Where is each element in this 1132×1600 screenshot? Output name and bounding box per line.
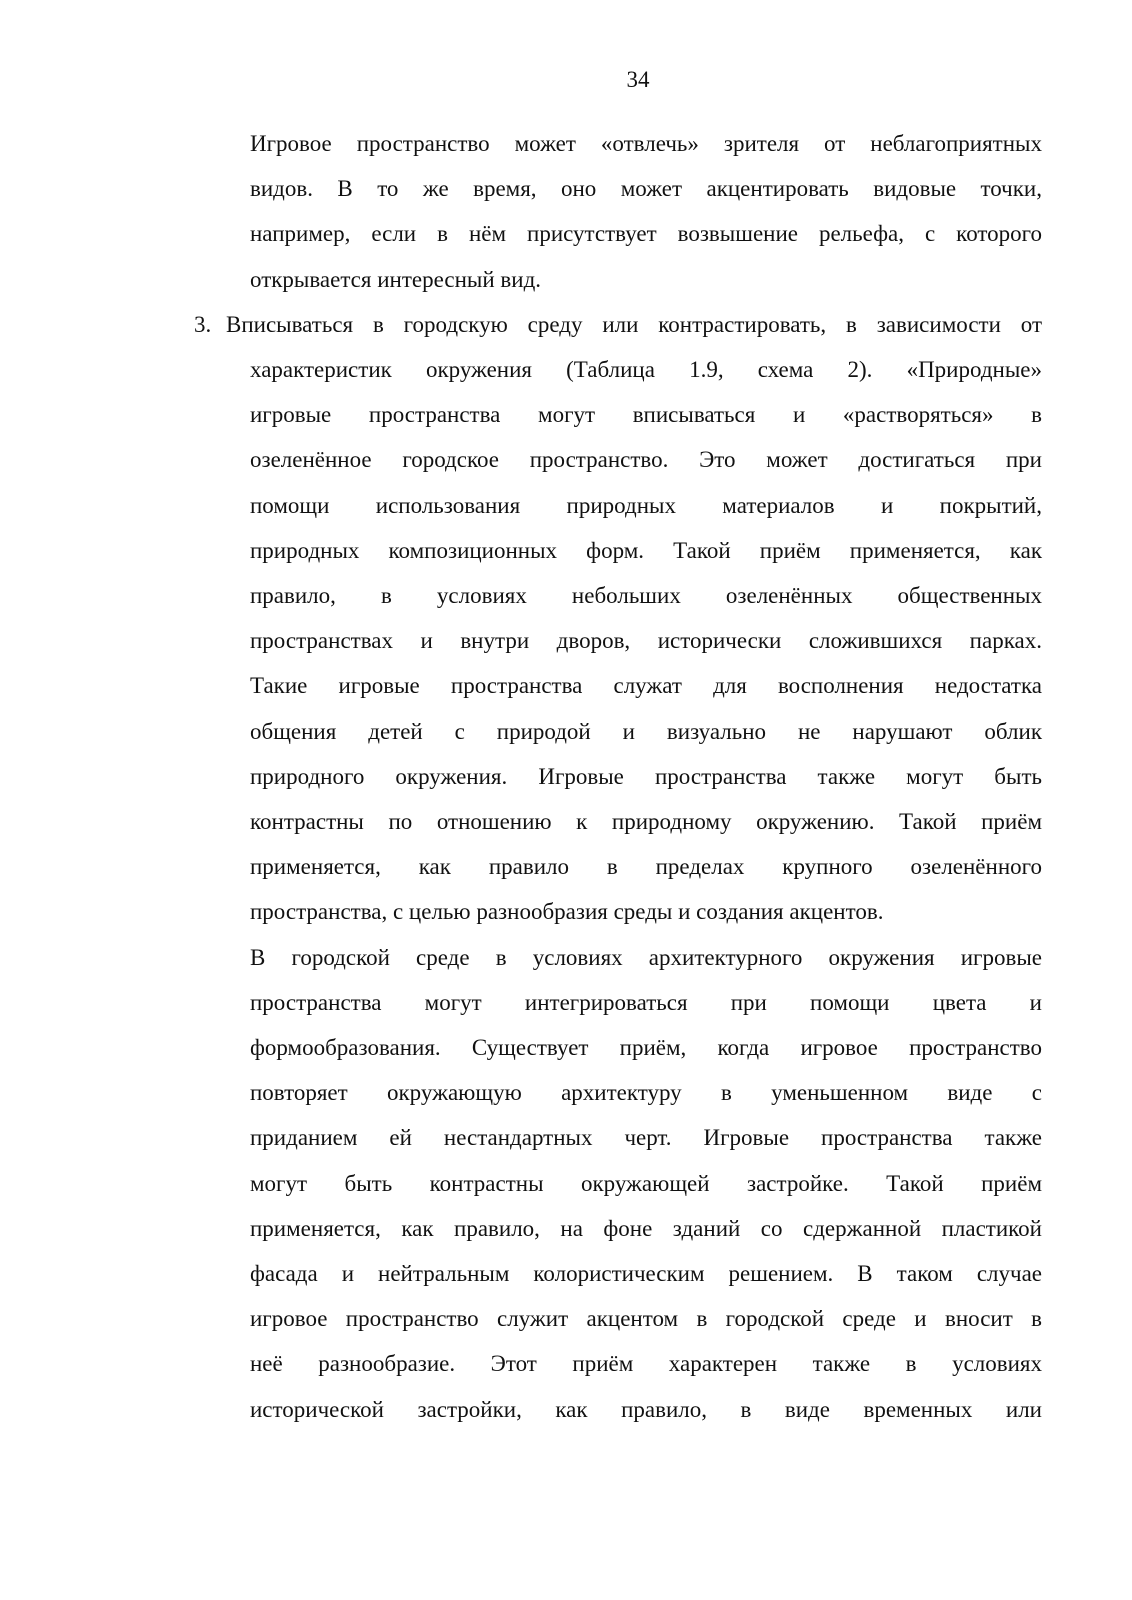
text-line: игровое пространство служит акцентом в городской среде и вносит в [250, 1306, 1042, 1332]
text-line: Вписываться в городскую среду или контрастировать, в зависимости от [226, 311, 1042, 337]
text-line: применяется, как правило в пределах крупного озеленённого [250, 854, 1042, 880]
text-line: характеристик окружения (Таблица 1.9, схема 2). «Природные» [250, 357, 1042, 383]
text-line: контрастны по отношению к природному окружению. Такой приём [250, 809, 1042, 835]
body-paragraph [250, 935, 1042, 1432]
text-line: Игровое пространство может «отвлечь» зрителя от неблагоприятных [250, 131, 1042, 156]
text-line: озеленённое городское пространство. Это может достигаться при [250, 447, 1042, 473]
intro-paragraph [250, 121, 1042, 302]
text-line: общения детей с природой и визуально не нарушают облик [250, 718, 1042, 744]
document-body [194, 121, 1042, 1432]
text-line: природного окружения. Игровые пространства также могут быть [250, 763, 1042, 789]
text-line: природных композиционных форм. Такой приём применяется, как [250, 537, 1042, 563]
text-line: пространства, с целью разнообразия среды и создания акцентов. [250, 899, 884, 925]
text-line: неё разнообразие. Этот приём характерен также в условиях [250, 1351, 1042, 1377]
text-line: пространствах и внутри дворов, исторически сложившихся парках. [250, 628, 1042, 654]
text-line: игровые пространства могут вписываться и «растворяться» в [250, 402, 1042, 428]
text-line: В городской среде в условиях архитектурного окружения игровые [250, 944, 1042, 970]
text-line: могут быть контрастны окружающей застройке. Такой приём [250, 1170, 1042, 1196]
text-line: правило, в условиях небольших озеленённых общественных [250, 583, 1042, 609]
list-marker: 3. [194, 311, 212, 337]
text-line: помощи использования природных материалов и покрытий, [250, 492, 1042, 518]
text-line: Такие игровые пространства служат для восполнения недостатка [250, 673, 1042, 699]
text-line: исторической застройки, как правило, в виде временных или [250, 1396, 1042, 1422]
text-line: видов. В то же время, оно может акцентировать видовые точки, [250, 176, 1042, 202]
text-line: повторяет окружающую архитектуру в уменьшенном виде с [250, 1080, 1042, 1106]
text-line: формообразования. Существует приём, когда игровое пространство [250, 1035, 1042, 1061]
text-line: например, если в нём присутствует возвышение рельефа, с которого [250, 221, 1042, 247]
page-number: 34 [626, 67, 650, 92]
text-line: открывается интересный вид. [250, 266, 542, 292]
text-line: приданием ей нестандартных черт. Игровые пространства также [250, 1125, 1042, 1151]
text-line: применяется, как правило, на фоне зданий со сдержанной пластикой [250, 1215, 1042, 1241]
text-line: пространства могут интегрироваться при помощи цвета и [250, 989, 1042, 1015]
list-item-3 [194, 302, 1042, 935]
text-line: фасада и нейтральным колористическим решением. В таком случае [250, 1261, 1042, 1287]
